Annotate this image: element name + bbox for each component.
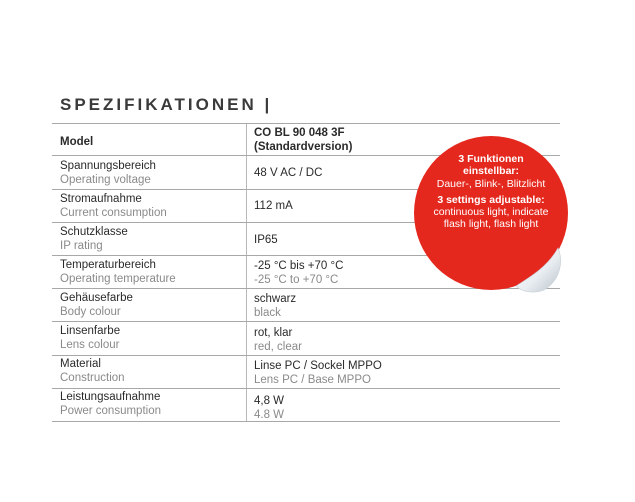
badge-heading-de: 3 Funktionen bbox=[458, 153, 524, 165]
spec-value-lens-colour bbox=[254, 326, 564, 354]
table-bottom-line bbox=[52, 421, 560, 422]
model-label: Model bbox=[60, 136, 94, 148]
spec-label-de: Leistungsaufnahme bbox=[60, 391, 161, 403]
spec-label-lens-colour bbox=[60, 324, 238, 352]
spec-label-ip bbox=[60, 225, 238, 253]
model-number: CO BL 90 048 3F bbox=[254, 127, 345, 139]
spec-value: -25 °C bis +70 °C bbox=[254, 260, 344, 272]
spec-label-power bbox=[60, 390, 238, 418]
page-title: SPEZIFIKATIONEN | bbox=[60, 95, 273, 114]
spec-label-de: Linsenfarbe bbox=[60, 325, 121, 337]
spec-label-en: Lens colour bbox=[60, 339, 120, 351]
spec-label-voltage bbox=[60, 159, 238, 187]
spec-value: schwarz bbox=[254, 293, 297, 305]
spec-label-de: Schutzklasse bbox=[60, 226, 128, 238]
spec-label-en: Construction bbox=[60, 372, 125, 384]
spec-label-de: Material bbox=[60, 358, 101, 370]
spec-label-body-colour bbox=[60, 291, 238, 319]
spec-label-en: Current consumption bbox=[60, 207, 167, 219]
spec-value-en: -25 °C to +70 °C bbox=[254, 274, 339, 286]
table-top-line bbox=[52, 123, 560, 124]
spec-label-en: Body colour bbox=[60, 306, 121, 318]
spec-value-body-colour bbox=[254, 292, 564, 320]
spec-label-de: Stromaufnahme bbox=[60, 193, 142, 205]
badge-text-en: continuous light, indicate bbox=[433, 206, 549, 218]
model-version: (Standardversion) bbox=[254, 141, 353, 153]
spec-label-current bbox=[60, 192, 238, 220]
spec-label-temperature bbox=[60, 258, 238, 286]
spec-value-en: black bbox=[254, 307, 281, 319]
column-divider bbox=[246, 124, 247, 422]
spec-value-material bbox=[254, 359, 564, 387]
spec-value-en: 4.8 W bbox=[254, 409, 285, 421]
spec-label-material bbox=[60, 357, 238, 385]
spec-label-en: Operating temperature bbox=[60, 273, 176, 285]
spec-label-en: IP rating bbox=[60, 240, 103, 252]
spec-value-en: red, clear bbox=[254, 341, 302, 353]
page-curl-icon bbox=[514, 246, 566, 294]
spec-label-de: Temperaturbereich bbox=[60, 259, 156, 271]
spec-value: 4,8 W bbox=[254, 395, 285, 407]
spec-label-de: Spannungsbereich bbox=[60, 160, 156, 172]
badge-text-de: Dauer-, Blink-, Blitzlicht bbox=[436, 178, 546, 190]
row-divider bbox=[52, 355, 560, 356]
spec-value: Linse PC / Sockel MPPO bbox=[254, 360, 382, 372]
badge-heading-en: 3 settings adjustable: bbox=[437, 194, 545, 206]
spec-value: 48 V AC / DC bbox=[254, 167, 323, 179]
spec-label-en: Power consumption bbox=[60, 405, 161, 417]
spec-value-en: Lens PC / Base MPPO bbox=[254, 374, 371, 386]
spec-value: IP65 bbox=[254, 234, 278, 246]
spec-label-en: Operating voltage bbox=[60, 174, 151, 186]
spec-value-power bbox=[254, 394, 564, 422]
spec-value: 112 mA bbox=[254, 200, 293, 212]
row-divider bbox=[52, 321, 560, 322]
row-divider bbox=[52, 388, 560, 389]
spec-label-de: Gehäusefarbe bbox=[60, 292, 133, 304]
feature-badge bbox=[414, 136, 568, 290]
badge-heading-de-2: einstellbar: bbox=[462, 165, 520, 177]
badge-text-en-2: flash light, flash light bbox=[443, 218, 539, 230]
spec-value: rot, klar bbox=[254, 327, 293, 339]
